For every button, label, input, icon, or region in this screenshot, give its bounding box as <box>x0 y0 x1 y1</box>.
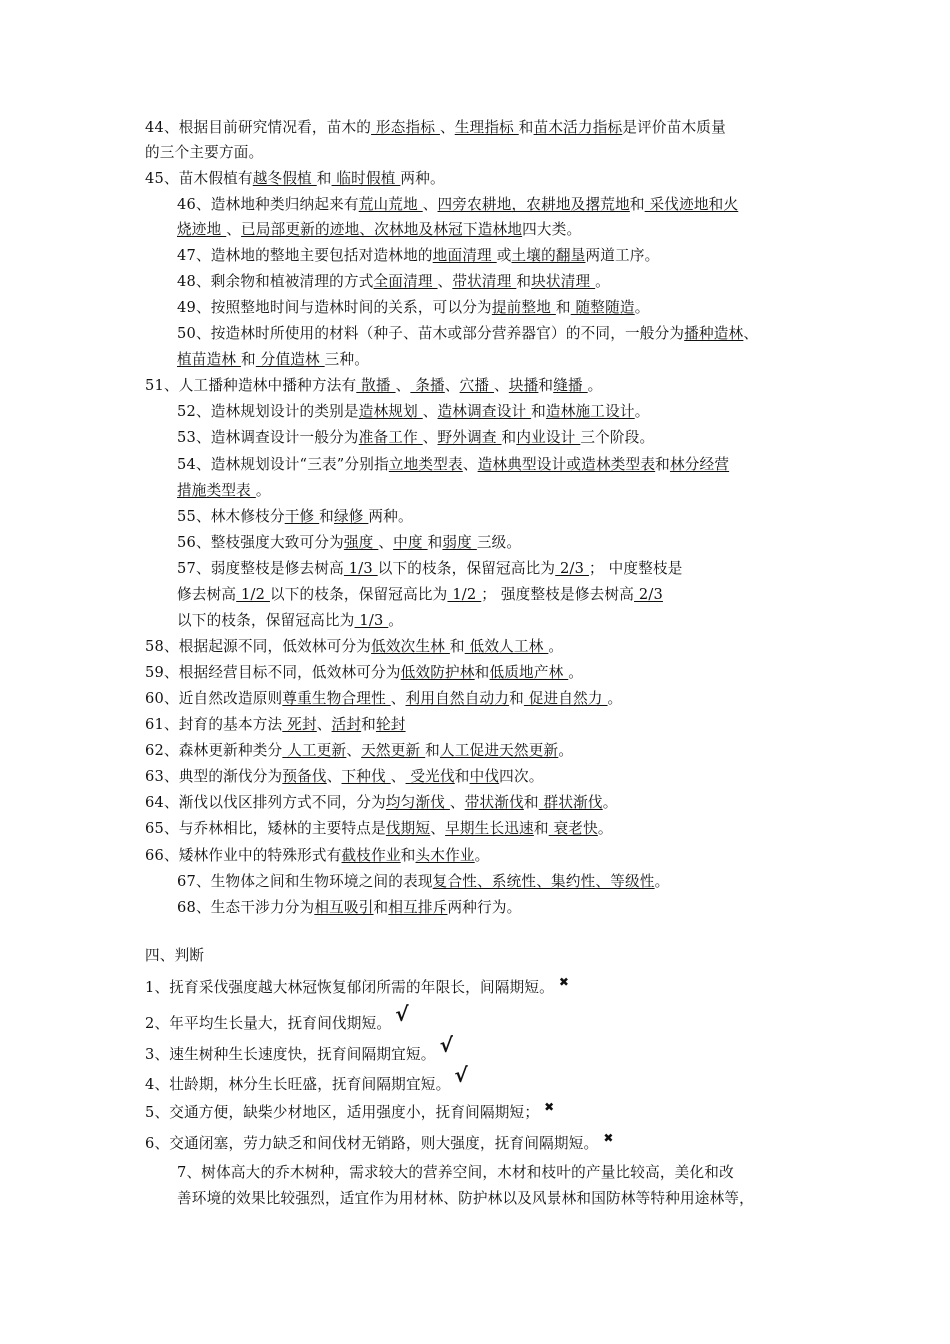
text-segment: 和 <box>241 351 256 368</box>
text-segment: 和 <box>425 742 440 759</box>
text-segment: 、 <box>437 273 453 290</box>
underlined-answer: 衰老快 <box>548 820 598 837</box>
text-segment: 。 <box>255 482 271 499</box>
underlined-answer: 穴播 <box>459 377 495 394</box>
underlined-answer: 内业设计 <box>516 429 581 446</box>
text-segment: 44、根据目前研究情况看，苗木的 <box>145 119 372 136</box>
text-segment: 45、苗木假植有 <box>145 170 253 187</box>
underlined-answer: 人工更新 <box>282 742 347 759</box>
underlined-answer: 2/3 <box>555 560 589 577</box>
text-segment: 56、整枝强度大致可分为 <box>177 534 344 551</box>
text-segment: 两种。 <box>400 170 445 187</box>
underlined-answer: 中伐 <box>469 768 500 785</box>
underlined-answer: 低质地产林 <box>489 664 569 681</box>
text-segment: 62、森林更新种类分 <box>145 742 283 759</box>
line-52 <box>177 402 649 422</box>
underlined-answer: 低效防护林 <box>400 664 475 681</box>
text-segment: 、 <box>430 820 446 837</box>
underlined-answer: 1/2 <box>447 586 482 603</box>
text-segment: 、 <box>439 119 455 136</box>
line-44 <box>145 118 726 138</box>
text-segment: 以下的枝条，保留冠高比为 <box>269 586 448 603</box>
underlined-answer: 早期生长迅速 <box>445 820 534 837</box>
text-segment: 和 <box>316 170 332 187</box>
text-segment: 和 <box>501 429 517 446</box>
text-segment: 68、生态干涉力分为 <box>177 899 315 916</box>
text-segment: 。 <box>568 664 584 681</box>
text-segment: 善环境的效果比较强烈，适宜作为用材林、防护林以及风景林和国防林等特种用途林等， <box>177 1190 754 1207</box>
text-segment: 55、林木修枝分 <box>177 508 285 525</box>
text-segment: 46、造林地种类归纳起来有 <box>177 196 359 213</box>
text-segment: 、 <box>378 534 394 551</box>
line-55 <box>177 507 413 527</box>
underlined-answer: 头木作业 <box>415 847 475 864</box>
text-segment: 66、矮林作业中的特殊形式有 <box>145 847 342 864</box>
text-segment: 四、判断 <box>145 947 205 964</box>
text-segment: 、 <box>422 196 438 213</box>
text-segment: 。 <box>595 273 610 290</box>
text-segment: 。 <box>607 690 623 707</box>
underlined-answer: 均匀渐伐 <box>385 794 450 811</box>
line-61 <box>145 715 406 735</box>
text-segment: 。 <box>474 847 490 864</box>
text-segment: 和 <box>319 508 334 525</box>
underlined-answer: 1/3 <box>354 612 389 629</box>
underlined-answer: 复合性、系统性、集约性、等级性 <box>432 873 655 890</box>
underlined-answer: 利用自然自动力 <box>405 690 510 707</box>
text-segment: 、 <box>390 768 406 785</box>
underlined-answer: 预备伐 <box>282 768 327 785</box>
underlined-answer: 受光伐 <box>405 768 455 785</box>
text-segment: ； 强度整枝是修去树高 <box>481 586 635 603</box>
text-segment: 、 <box>449 794 465 811</box>
line-59 <box>145 663 583 683</box>
text-segment: 61、封育的基本方法 <box>145 716 283 733</box>
underlined-answer: 四旁农耕地，农耕地及撂荒地 <box>437 196 630 213</box>
text-segment: 49、按照整地时间与造林时间的关系，可以分为 <box>177 299 492 316</box>
line-50-cont <box>177 350 369 370</box>
text-segment: 和 <box>454 768 470 785</box>
text-segment: 四大类。 <box>522 221 582 238</box>
underlined-answer: 采伐迹地和火 <box>644 196 739 213</box>
underlined-answer: 低效人工林 <box>464 638 549 655</box>
line-50 <box>177 324 758 344</box>
line-47 <box>177 246 659 266</box>
underlined-answer: 造林规划 <box>358 403 423 420</box>
text-segment: 67、生物体之间和生物环境之间的表现 <box>177 873 433 890</box>
text-segment: 修去树高 <box>177 586 237 603</box>
underlined-answer: 带状渐伐 <box>464 794 524 811</box>
text-segment: 、 <box>462 456 478 473</box>
text-segment: 57、弱度整枝是修去树高 <box>177 560 344 577</box>
text-segment: 64、渐伐以伐区排列方式不同，分为 <box>145 794 386 811</box>
underlined-answer: 已局部更新的迹地、次林地及林冠下造林地 <box>241 221 523 238</box>
check-mark-icon: √ <box>439 1033 454 1057</box>
line-60 <box>145 689 622 709</box>
text-segment: 的三个主要方面。 <box>145 144 264 161</box>
underlined-answer: 带状清理 <box>452 273 517 290</box>
text-segment: 和 <box>449 638 465 655</box>
line-68 <box>177 898 521 918</box>
text-segment: 两种行为。 <box>447 899 522 916</box>
text-segment: 。 <box>634 403 650 420</box>
judgement-1 <box>145 975 570 998</box>
underlined-answer: 立地类型表 <box>388 456 463 473</box>
underlined-answer: 块播 <box>508 377 539 394</box>
underlined-answer: 人工促进天然更新 <box>439 742 559 759</box>
text-segment: 54、造林规划设计“三表”分别指 <box>177 456 389 473</box>
underlined-answer: 低效次生林 <box>371 638 450 655</box>
line-51 <box>145 376 602 396</box>
underlined-answer: 相互排斥 <box>388 899 448 916</box>
cross-mark-icon: ✖ <box>544 1100 555 1114</box>
underlined-answer: 下种伐 <box>341 768 391 785</box>
text-segment: 48、剩余物和植被清理的方式 <box>177 273 374 290</box>
underlined-answer: 截枝作业 <box>341 847 401 864</box>
text-segment: 三种。 <box>324 351 370 368</box>
text-segment: 和 <box>361 716 376 733</box>
underlined-answer: 干修 <box>284 508 320 525</box>
underlined-answer: 相互吸引 <box>314 899 374 916</box>
line-46 <box>177 195 738 215</box>
underlined-answer: 苗木活力指标 <box>533 119 623 136</box>
line-58 <box>145 637 563 657</box>
cross-mark-icon: ✖ <box>558 975 570 989</box>
text-segment: 、 <box>743 325 759 342</box>
line-66 <box>145 846 489 866</box>
text-segment: 6、交通闭塞，劳力缺乏和间伐材无销路，则大强度，抚育间隔期短。 <box>145 1135 599 1152</box>
line-57 <box>177 559 683 579</box>
underlined-answer: 2/3 <box>634 586 663 603</box>
underlined-answer: 伐期短 <box>385 820 431 837</box>
text-segment: 63、典型的渐伐分为 <box>145 768 283 785</box>
underlined-answer: 生理指标 <box>454 119 519 136</box>
check-mark-icon: √ <box>454 1063 468 1087</box>
text-segment: 和 <box>400 847 416 864</box>
line-63 <box>145 767 544 787</box>
text-segment: 和 <box>474 664 490 681</box>
line-44-cont <box>145 143 263 163</box>
text-segment: 51、人工播种造林中播种方法有 <box>145 377 357 394</box>
text-segment: 和 <box>655 456 670 473</box>
underlined-answer: 越冬假植 <box>252 170 317 187</box>
text-segment: 是评价苗木质量 <box>622 119 726 136</box>
underlined-answer: 1/2 <box>236 586 270 603</box>
underlined-answer: 1/3 <box>343 560 378 577</box>
text-segment: 以下的枝条，保留冠高比为 <box>177 612 355 629</box>
line-48 <box>177 272 610 292</box>
text-segment: 4、壮龄期，林分生长旺盛，抚育间隔期宜短。 <box>145 1076 451 1093</box>
underlined-answer: 准备工作 <box>358 429 423 446</box>
line-57-cont2 <box>177 611 403 631</box>
text-segment: 、 <box>326 768 342 785</box>
line-46-cont <box>177 220 581 240</box>
underlined-answer: 临时假植 <box>331 170 401 187</box>
text-segment: 三级。 <box>476 534 522 551</box>
underlined-answer: 野外调查 <box>437 429 502 446</box>
text-segment: 。 <box>654 873 670 890</box>
text-segment: 53、造林调查设计一般分为 <box>177 429 359 446</box>
line-67 <box>177 872 669 892</box>
underlined-answer: 群状渐伐 <box>538 794 603 811</box>
line-62 <box>145 741 573 761</box>
text-segment: 59、根据经营目标不同，低效林可分为 <box>145 664 401 681</box>
line-64 <box>145 793 618 813</box>
text-segment: 、 <box>226 221 242 238</box>
text-segment: 和 <box>509 690 524 707</box>
text-segment: 52、造林规划设计的类别是 <box>177 403 359 420</box>
underlined-answer: 块状清理 <box>531 273 596 290</box>
underlined-answer: 播种造林 <box>684 325 744 342</box>
underlined-answer: 荒山荒地 <box>358 196 423 213</box>
underlined-answer: 条播 <box>410 377 445 394</box>
text-segment: 、 <box>390 690 406 707</box>
line-65 <box>145 819 613 839</box>
line-57-cont1 <box>177 585 663 605</box>
text-segment: 65、与乔林相比，矮林的主要特点是 <box>145 820 386 837</box>
line-54-cont <box>177 481 271 501</box>
line-45 <box>145 169 445 189</box>
underlined-answer: 绿修 <box>333 508 369 525</box>
cross-mark-icon: ✖ <box>603 1131 614 1145</box>
text-segment: 两种。 <box>368 508 413 525</box>
text-segment: 三个阶段。 <box>580 429 655 446</box>
judgement-6 <box>145 1131 614 1154</box>
judgement-5 <box>145 1100 555 1123</box>
text-segment: 、 <box>316 716 332 733</box>
text-segment: 。 <box>602 794 618 811</box>
check-mark-icon: √ <box>395 1002 409 1026</box>
underlined-answer: 死封 <box>282 716 317 733</box>
text-segment: 50、按造林时所使用的材料（种子、苗木或部分营养器官）的不同，一般分为 <box>177 325 685 342</box>
text-segment: 。 <box>587 377 603 394</box>
text-segment: 两道工序。 <box>585 247 660 264</box>
line-53 <box>177 428 654 448</box>
underlined-answer: 随整随造 <box>570 299 635 316</box>
text-segment: 58、根据起源不同，低效林可分为 <box>145 638 372 655</box>
underlined-answer: 散播 <box>356 377 396 394</box>
underlined-answer: 弱度 <box>442 534 477 551</box>
underlined-answer: 促进自然力 <box>523 690 608 707</box>
line-54 <box>177 455 729 475</box>
text-segment: 。 <box>634 299 650 316</box>
text-segment: 和 <box>538 377 554 394</box>
text-segment: 1、抚育采伐强度越大林冠恢复郁闭所需的年限长，间隔期短。 <box>145 979 554 996</box>
text-segment: 四次。 <box>499 768 544 785</box>
text-segment: 、 <box>422 403 438 420</box>
text-segment: 和 <box>533 820 549 837</box>
text-segment: 5、交通方便，缺柴少材地区，适用强度小，抚育间隔期短； <box>145 1104 540 1121</box>
underlined-answer: 中度 <box>393 534 428 551</box>
text-segment: 和 <box>531 403 546 420</box>
text-segment: 和 <box>373 899 389 916</box>
underlined-answer: 措施类型表 <box>177 482 256 499</box>
text-segment: 。 <box>558 742 574 759</box>
underlined-answer: 造林典型设计或造林类型表 <box>477 456 656 473</box>
underlined-answer: 土壤的翻垦 <box>511 247 586 264</box>
line-56 <box>177 533 521 553</box>
text-segment: 。 <box>388 612 404 629</box>
underlined-answer: 天然更新 <box>361 742 426 759</box>
underlined-answer: 强度 <box>343 534 379 551</box>
underlined-answer: 全面清理 <box>373 273 438 290</box>
judgement-4 <box>145 1063 468 1095</box>
line-49 <box>177 298 649 318</box>
underlined-answer: 地面清理 <box>432 247 497 264</box>
underlined-answer: 轮封 <box>375 716 406 733</box>
underlined-answer: 形态指标 <box>371 119 440 136</box>
text-segment: 和 <box>523 794 539 811</box>
text-segment: 、 <box>494 377 509 394</box>
text-segment: 60、近自然改造原则 <box>145 690 283 707</box>
underlined-answer: 分值造林 <box>255 351 325 368</box>
text-segment: 和 <box>629 196 645 213</box>
judgement-2 <box>145 1002 409 1034</box>
text-segment: 和 <box>518 119 534 136</box>
text-segment: 以下的枝条，保留冠高比为 <box>377 560 556 577</box>
underlined-answer: 林分经营 <box>669 456 730 473</box>
text-segment: 、 <box>395 377 411 394</box>
text-segment: 。 <box>597 820 613 837</box>
judgement-3 <box>145 1033 454 1065</box>
text-segment: 47、造林地的整地主要包括对造林地的 <box>177 247 433 264</box>
judgement-7 <box>177 1163 734 1183</box>
underlined-answer: 缝播 <box>553 377 588 394</box>
text-segment: 和 <box>427 534 443 551</box>
text-segment: 2、年平均生长量大，抚育间伐期短。 <box>145 1015 392 1032</box>
underlined-answer: 植苗造林 <box>177 351 242 368</box>
judgement-7-cont <box>177 1189 754 1209</box>
underlined-answer: 造林施工设计 <box>545 403 635 420</box>
underlined-answer: 造林调查设计 <box>437 403 532 420</box>
section-heading-judgement <box>145 946 204 966</box>
text-segment: 、 <box>346 742 362 759</box>
text-segment: 或 <box>496 247 512 264</box>
underlined-answer: 活封 <box>331 716 362 733</box>
text-segment: 、 <box>444 377 460 394</box>
text-segment: 、 <box>422 429 438 446</box>
underlined-answer: 尊重生物合理性 <box>282 690 391 707</box>
text-segment: 和 <box>555 299 571 316</box>
underlined-answer: 烧迹地 <box>177 221 227 238</box>
underlined-answer: 提前整地 <box>491 299 556 316</box>
text-segment: 。 <box>548 638 564 655</box>
text-segment: 和 <box>516 273 532 290</box>
text-segment: ； 中度整枝是 <box>588 560 683 577</box>
text-segment: 7、树体高大的乔木树种，需求较大的营养空间，木材和枝叶的产量比较高，美化和改 <box>177 1164 734 1181</box>
text-segment: 3、速生树种生长速度快，抚育间隔期宜短。 <box>145 1046 436 1063</box>
